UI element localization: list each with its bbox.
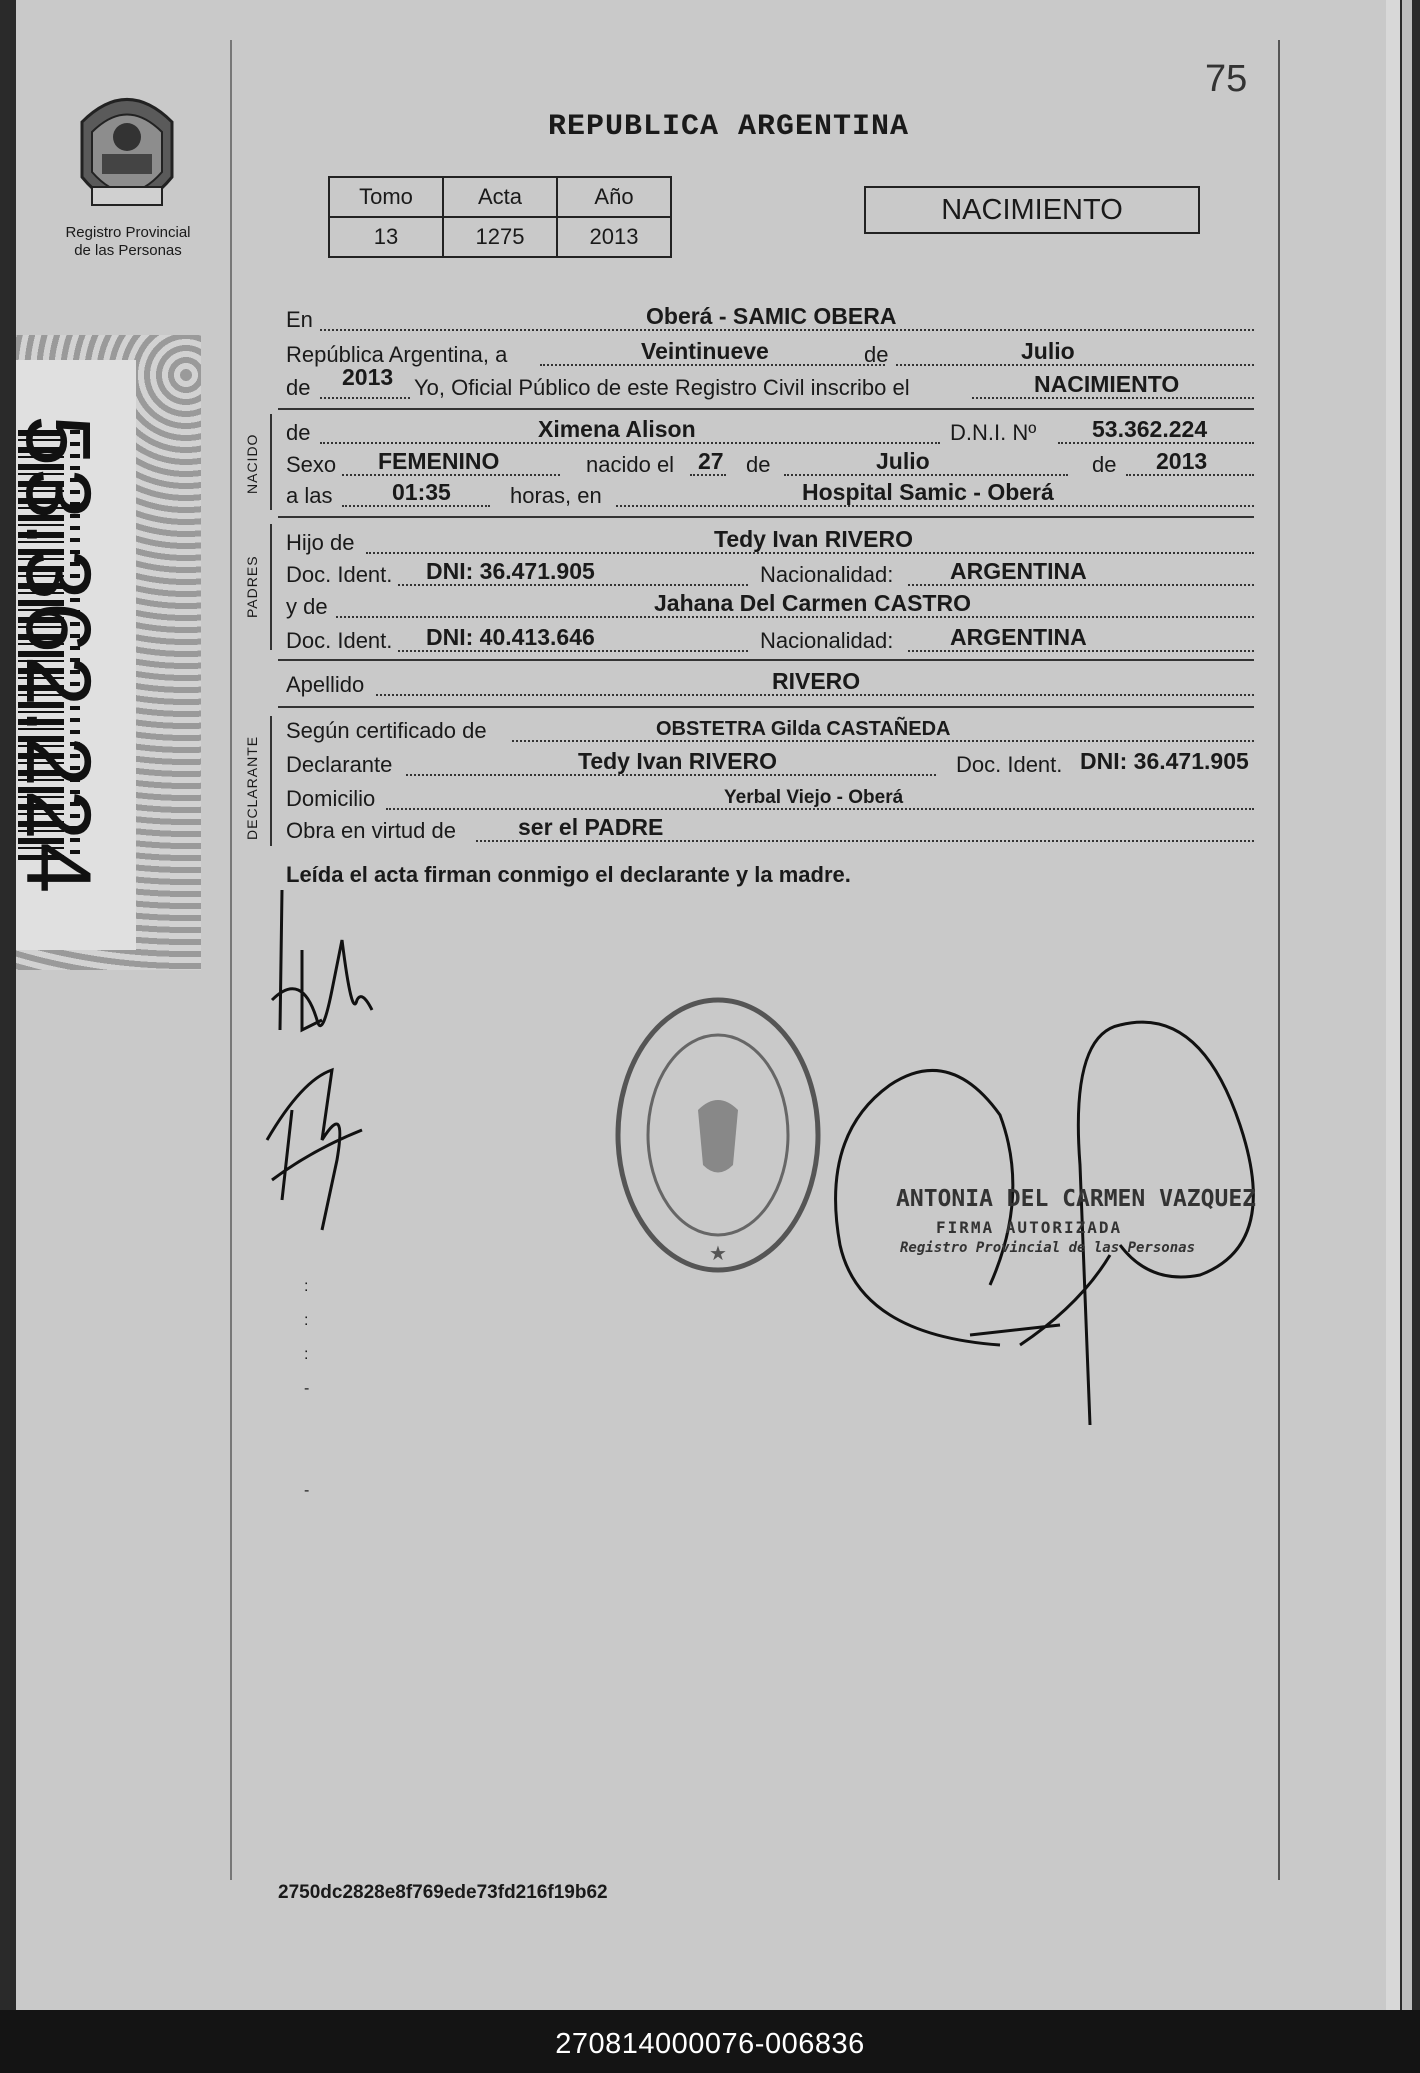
day-words-value: Veintinueve	[641, 338, 769, 364]
birth-place-value: Hospital Samic - Oberá	[802, 479, 1054, 505]
child-dni-value: 53.362.224	[1092, 416, 1208, 442]
barcode-dni-number: 53.362.224	[7, 415, 109, 896]
section-label-padres: PADRES	[244, 555, 260, 618]
year-value: 2013	[342, 364, 394, 390]
field-row-en: En Oberá - SAMIC OBERA	[286, 305, 1254, 335]
month-value: Julio	[1021, 338, 1075, 364]
field-row-father-doc: Doc. Ident. DNI: 36.471.905 Nacionalidad: ARGENTINA	[286, 560, 1254, 590]
official-title-stamp: FIRMA AUTORIZADA	[936, 1218, 1123, 1237]
mother-name-value: Jahana Del Carmen CASTRO	[654, 590, 971, 616]
birth-year-value: 2013	[1156, 448, 1208, 474]
field-row-domicilio: Domicilio Yerbal Viejo - Oberá	[286, 784, 1254, 814]
field-row-obra: Obra en virtud de ser el PADRE	[286, 816, 1254, 846]
address-value: Yerbal Viejo - Oberá	[724, 787, 904, 808]
surname-value: RIVERO	[772, 668, 861, 694]
table-header-tomo: Tomo	[329, 177, 443, 217]
signature-declarant	[262, 880, 382, 1240]
field-row-certificado: Según certificado de OBSTETRA Gilda CASTAÑEDA	[286, 716, 1254, 746]
certificate-value: OBSTETRA Gilda CASTAÑEDA	[656, 718, 951, 740]
closing-text: Leída el acta firman conmigo el declarante y la madre.	[286, 862, 851, 887]
birth-month-value: Julio	[876, 448, 930, 474]
birth-day-value: 27	[698, 448, 724, 474]
document-type-box: NACIMIENTO	[864, 186, 1200, 234]
mother-doc-value: DNI: 40.413.646	[426, 624, 595, 650]
table-header-ano: Año	[557, 177, 671, 217]
form-border-right	[1278, 40, 1280, 1880]
field-row-republica: República Argentina, a Veintinueve de Julio	[286, 340, 1254, 370]
field-row-father: Hijo de Tedy Ivan RIVERO	[286, 528, 1254, 558]
page-edge	[1402, 0, 1412, 2010]
father-doc-value: DNI: 36.471.905	[426, 558, 595, 584]
form-border-left	[230, 40, 232, 1880]
scan-id: 270814000076-006836	[555, 2028, 865, 2060]
father-name-value: Tedy Ivan RIVERO	[714, 526, 913, 552]
svg-text:★: ★	[709, 1243, 727, 1265]
province-emblem-icon	[62, 82, 192, 232]
declarant-doc-value: DNI: 36.471.905	[1080, 748, 1249, 774]
field-row-mother: y de Jahana Del Carmen CASTRO	[286, 592, 1254, 622]
tomo-value: 13	[329, 217, 443, 257]
ano-value: 2013	[557, 217, 671, 257]
page-edge	[1386, 0, 1400, 2010]
table-header-acta: Acta	[443, 177, 557, 217]
record-table	[328, 176, 672, 258]
registry-name: Registro Provincial de las Personas	[65, 224, 191, 259]
declarant-name-value: Tedy Ivan RIVERO	[578, 748, 777, 774]
section-label-nacido: NACIDO	[244, 433, 260, 494]
field-row-hora: a las 01:35 horas, en Hospital Samic - Oberá	[286, 481, 1254, 511]
place-value: Oberá - SAMIC OBERA	[646, 303, 897, 329]
official-name-stamp: ANTONIA DEL CARMEN VAZQUEZ	[896, 1186, 1257, 1212]
official-registry-stamp: Registro Provincial de las Personas	[900, 1240, 1196, 1256]
field-row-sexo: Sexo FEMENINO nacido el 27 de Julio de 2013	[286, 450, 1254, 480]
page-number: 75	[1205, 58, 1248, 100]
inscribo-value: NACIMIENTO	[1034, 371, 1180, 397]
acta-value: 1275	[443, 217, 557, 257]
section-label-declarante: DECLARANTE	[244, 735, 260, 840]
record-table-values	[329, 217, 671, 257]
official-seal-icon	[608, 990, 828, 1280]
mother-nationality-value: ARGENTINA	[950, 624, 1087, 650]
child-name-value: Ximena Alison	[538, 416, 696, 442]
father-nationality-value: ARGENTINA	[950, 558, 1087, 584]
field-row-declarante: Declarante Tedy Ivan RIVERO Doc. Ident. DNI: 36.471.905	[286, 748, 1249, 777]
field-row-name: de Ximena Alison D.N.I. Nº 53.362.224	[286, 418, 1254, 448]
field-row-inscribo: de 2013 Yo, Oficial Público de este Registro Civil inscribo el NACIMIENTO	[286, 373, 1254, 403]
sex-value: FEMENINO	[378, 448, 500, 474]
record-table-header	[329, 177, 671, 217]
country-title: REPUBLICA ARGENTINA	[548, 110, 910, 144]
field-row-mother-doc: Doc. Ident. DNI: 40.413.646 Nacionalidad: ARGENTINA	[286, 626, 1254, 656]
field-row-apellido: Apellido RIVERO	[286, 670, 1254, 700]
birth-time-value: 01:35	[392, 479, 451, 505]
obra-value: ser el PADRE	[518, 814, 664, 840]
document-hash: 2750dc2828e8f769ede73fd216f19b62	[278, 1882, 608, 1903]
